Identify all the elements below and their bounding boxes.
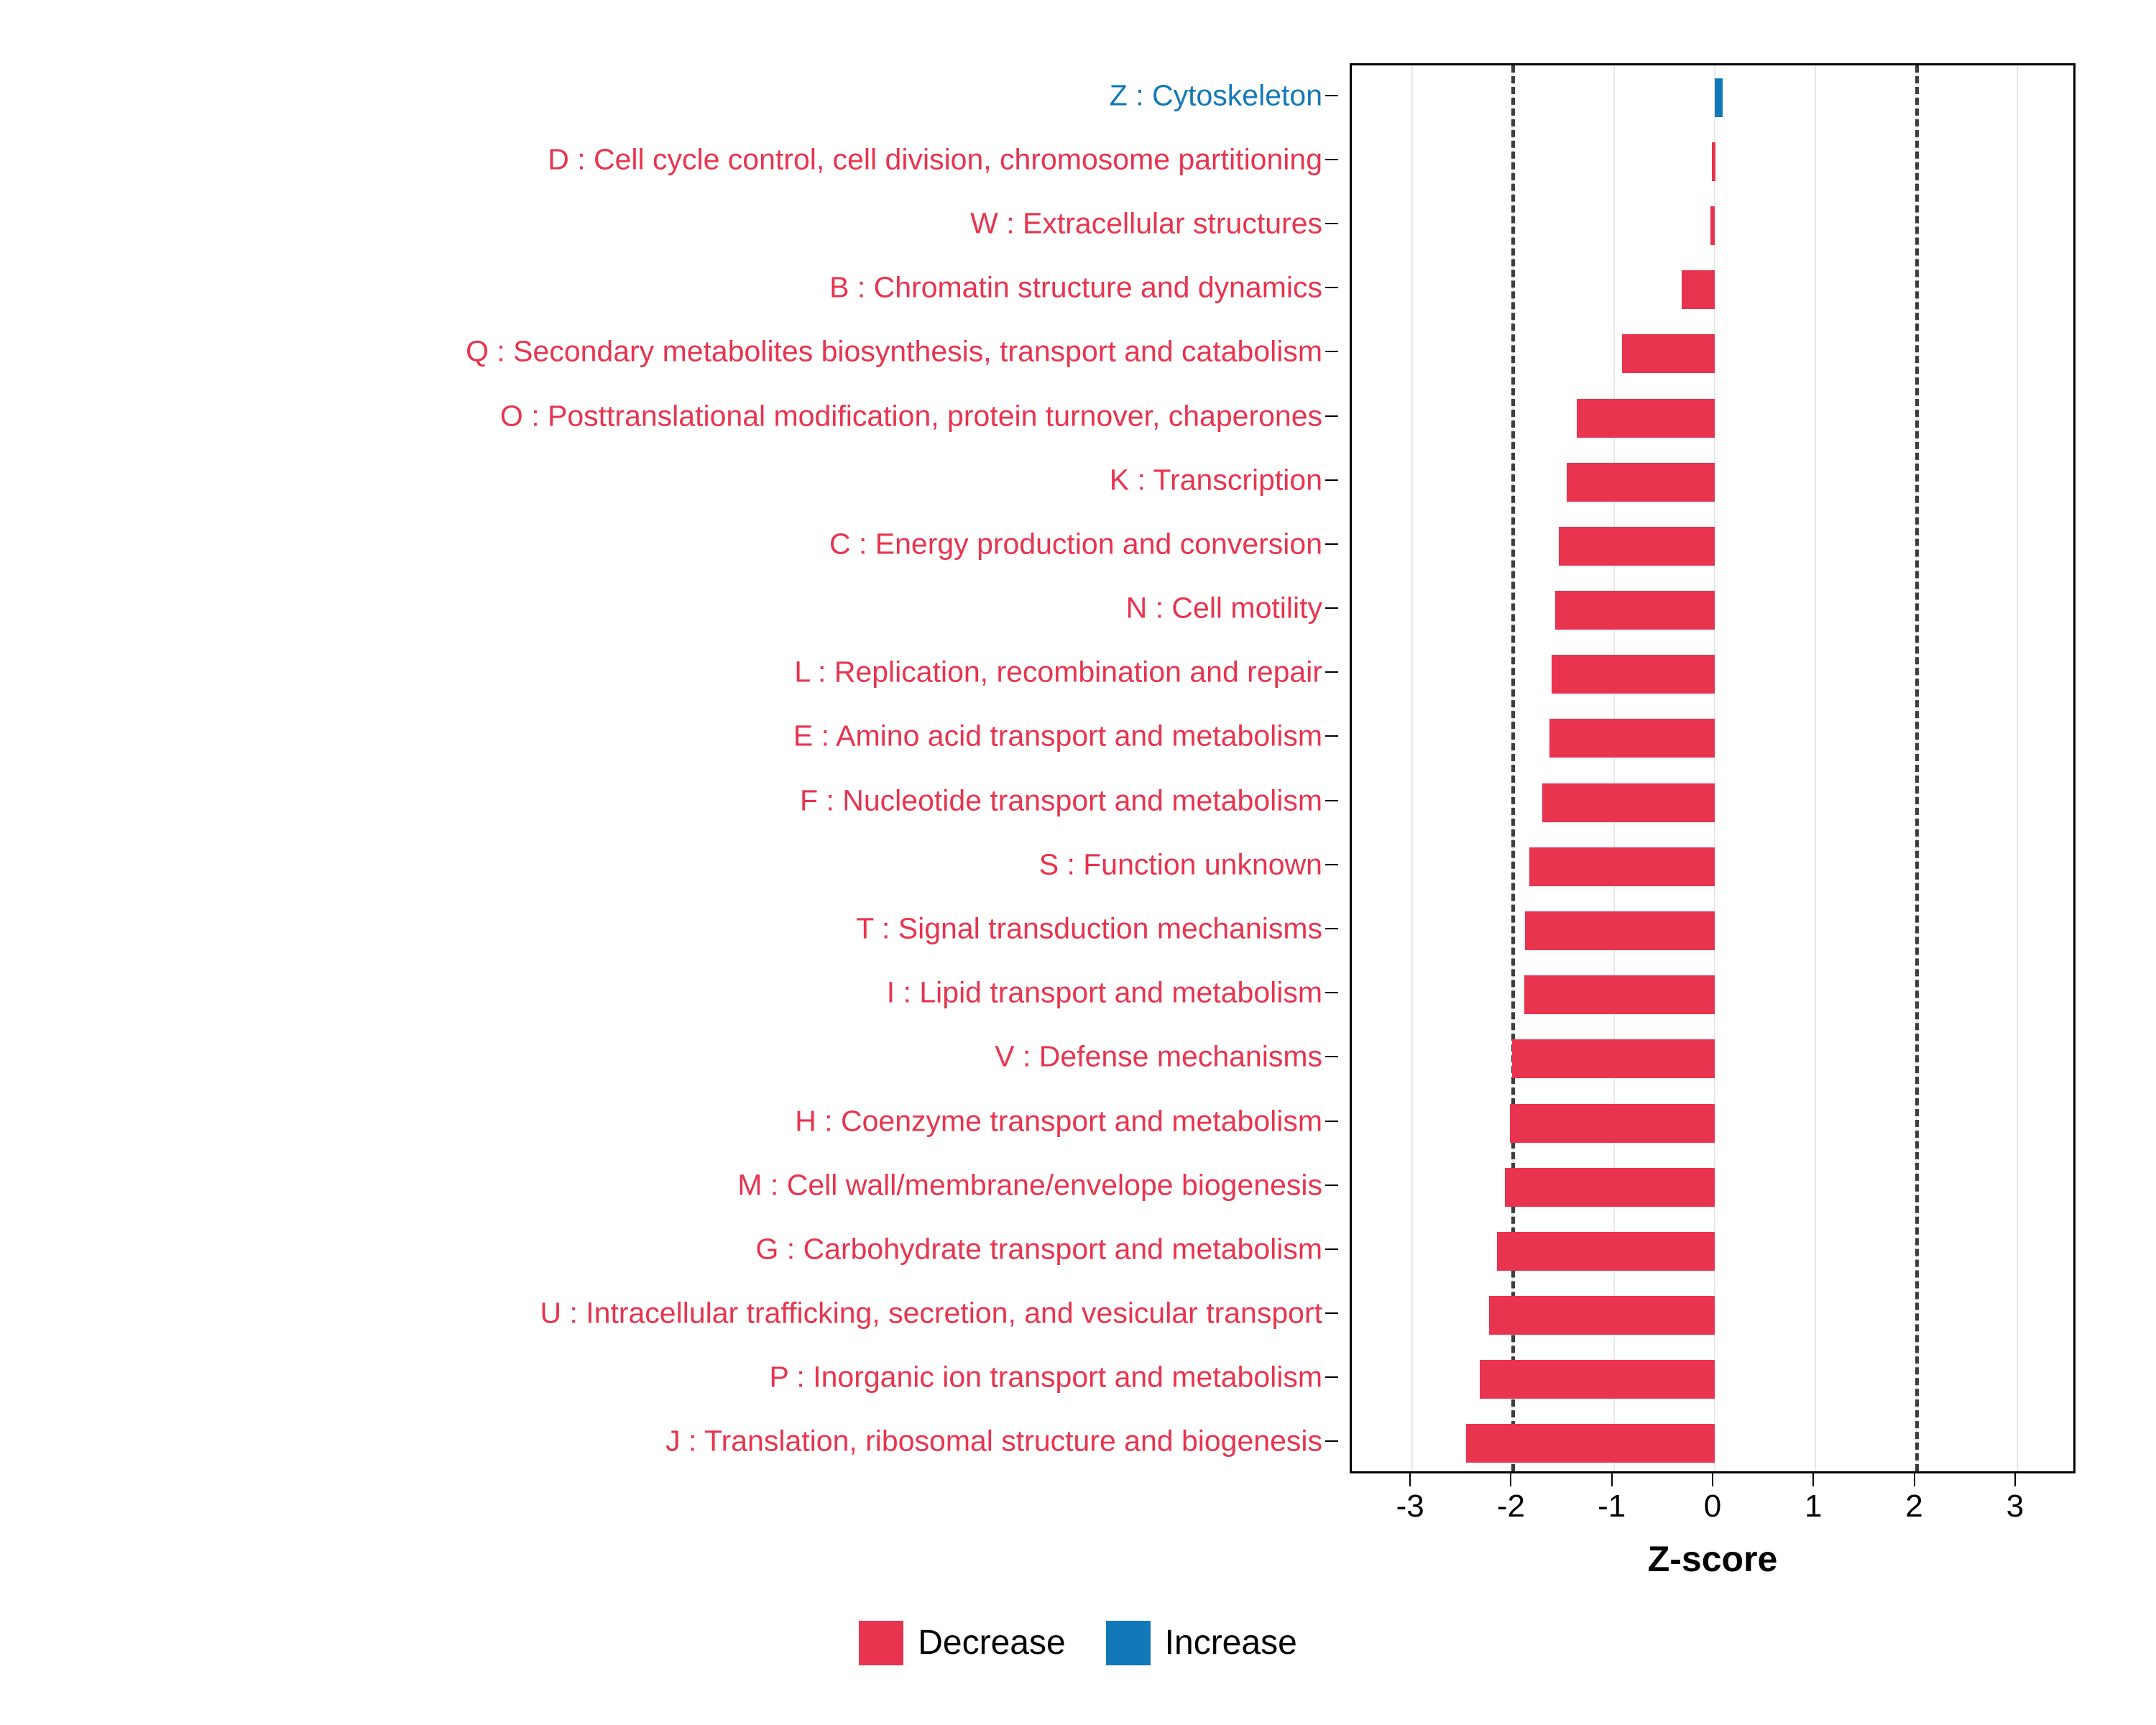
x-axis-tick bbox=[1510, 1473, 1511, 1486]
bar[interactable] bbox=[1555, 591, 1715, 630]
y-axis-label: N : Cell motility bbox=[1125, 591, 1322, 625]
y-axis-tick bbox=[1325, 1121, 1338, 1122]
y-axis-label: Q : Secondary metabolites biosynthesis, transport and catabolism bbox=[466, 334, 1322, 368]
gridline-x-6 bbox=[2017, 65, 2018, 1471]
plot-panel bbox=[1350, 63, 2076, 1473]
y-axis-tick bbox=[1325, 864, 1338, 865]
y-axis-label: M : Cell wall/membrane/envelope biogenesis bbox=[737, 1168, 1322, 1202]
bar[interactable] bbox=[1510, 1104, 1715, 1143]
bar[interactable] bbox=[1682, 270, 1715, 309]
legend-swatch-increase bbox=[1106, 1621, 1151, 1665]
y-axis-tick bbox=[1325, 735, 1338, 737]
y-axis-tick bbox=[1325, 1440, 1338, 1442]
y-axis-tick bbox=[1325, 1248, 1338, 1250]
y-axis-tick bbox=[1325, 479, 1338, 481]
y-axis-label: S : Function unknown bbox=[1038, 847, 1322, 881]
bar[interactable] bbox=[1567, 463, 1715, 502]
bar[interactable] bbox=[1466, 1424, 1715, 1463]
reference-line-pos2 bbox=[1915, 65, 1919, 1471]
y-axis-label: Z : Cytoskeleton bbox=[1109, 78, 1322, 112]
y-axis-tick bbox=[1325, 223, 1338, 224]
x-axis-tick bbox=[2014, 1473, 2016, 1486]
bar[interactable] bbox=[1525, 911, 1715, 950]
y-axis-label: E : Amino acid transport and metabolism bbox=[793, 719, 1322, 753]
y-axis-label: W : Extracellular structures bbox=[970, 206, 1322, 240]
bar[interactable] bbox=[1712, 142, 1715, 181]
y-axis-label: C : Energy production and conversion bbox=[829, 527, 1322, 561]
x-axis-tick bbox=[1712, 1473, 1713, 1486]
y-axis-label: U : Intracellular trafficking, secretion, and vesicular transport bbox=[540, 1296, 1322, 1330]
y-axis-label: P : Inorganic ion transport and metabolism bbox=[769, 1360, 1322, 1394]
bar[interactable] bbox=[1710, 206, 1715, 245]
bar[interactable] bbox=[1549, 719, 1715, 758]
bar[interactable] bbox=[1577, 399, 1715, 438]
y-axis-tick bbox=[1325, 1312, 1338, 1314]
y-axis-tick bbox=[1325, 1056, 1338, 1057]
bar[interactable] bbox=[1480, 1360, 1715, 1399]
x-axis-tick-label: 2 bbox=[1905, 1489, 1923, 1524]
bar[interactable] bbox=[1552, 655, 1715, 694]
bar[interactable] bbox=[1622, 334, 1715, 373]
bar[interactable] bbox=[1524, 975, 1715, 1014]
legend-label-increase: Increase bbox=[1164, 1624, 1297, 1662]
x-axis-tick-label: 0 bbox=[1703, 1489, 1722, 1524]
y-axis-tick bbox=[1325, 159, 1338, 160]
y-axis-tick bbox=[1325, 800, 1338, 801]
y-axis-label: L : Replication, recombination and repair bbox=[794, 655, 1322, 689]
x-axis-title: Z-score bbox=[1647, 1539, 1778, 1579]
bar[interactable] bbox=[1559, 527, 1715, 566]
y-axis-tick bbox=[1325, 607, 1338, 609]
x-axis-tick bbox=[1611, 1473, 1613, 1486]
y-axis-tick bbox=[1325, 95, 1338, 96]
y-axis-tick bbox=[1325, 287, 1338, 288]
y-axis-label: V : Defense mechanisms bbox=[995, 1039, 1322, 1073]
x-axis-tick-label: -3 bbox=[1396, 1489, 1424, 1524]
bar[interactable] bbox=[1489, 1296, 1715, 1335]
y-axis-label: T : Signal transduction mechanisms bbox=[856, 911, 1322, 945]
bar[interactable] bbox=[1715, 78, 1723, 117]
bar[interactable] bbox=[1542, 783, 1715, 822]
x-axis-tick bbox=[1812, 1473, 1814, 1486]
bar[interactable] bbox=[1529, 847, 1715, 886]
bar[interactable] bbox=[1505, 1168, 1715, 1207]
x-axis-tick-label: -1 bbox=[1598, 1489, 1626, 1524]
legend-item-decrease[interactable] bbox=[859, 1621, 1065, 1665]
bar[interactable] bbox=[1512, 1039, 1715, 1078]
legend-swatch-decrease bbox=[859, 1621, 903, 1665]
gridline-x-4 bbox=[1815, 65, 1816, 1471]
y-axis-tick bbox=[1325, 1376, 1338, 1378]
y-axis-tick bbox=[1325, 543, 1338, 545]
y-axis-label: F : Nucleotide transport and metabolism bbox=[800, 783, 1322, 817]
y-axis-label: J : Translation, ribosomal structure and biogenesis bbox=[665, 1424, 1322, 1458]
y-axis-label: O : Posttranslational modification, protein turnover, chaperones bbox=[499, 399, 1322, 432]
gridline-x-0 bbox=[1411, 65, 1413, 1471]
y-axis-tick bbox=[1325, 992, 1338, 993]
x-axis-tick bbox=[1914, 1473, 1915, 1486]
legend bbox=[0, 1621, 2156, 1665]
y-axis-tick bbox=[1325, 671, 1338, 673]
y-axis-tick bbox=[1325, 928, 1338, 929]
y-axis-label: G : Carbohydrate transport and metabolism bbox=[755, 1232, 1322, 1266]
y-axis-label: I : Lipid transport and metabolism bbox=[886, 975, 1322, 1009]
y-axis-labels bbox=[0, 63, 1350, 1473]
legend-label-decrease: Decrease bbox=[918, 1624, 1066, 1662]
y-axis-label: B : Chromatin structure and dynamics bbox=[829, 270, 1322, 304]
x-axis-tick-label: -2 bbox=[1496, 1489, 1525, 1524]
y-axis-label: D : Cell cycle control, cell division, chromosome partitioning bbox=[548, 142, 1322, 176]
bar[interactable] bbox=[1497, 1232, 1715, 1271]
legend-item-increase[interactable] bbox=[1106, 1621, 1297, 1665]
x-axis-tick-label: 3 bbox=[2006, 1489, 2024, 1524]
y-axis-tick bbox=[1325, 351, 1338, 352]
x-axis-tick-label: 1 bbox=[1805, 1489, 1823, 1524]
x-axis-tick bbox=[1409, 1473, 1411, 1486]
y-axis-label: H : Coenzyme transport and metabolism bbox=[795, 1104, 1322, 1137]
y-axis-label: K : Transcription bbox=[1109, 463, 1322, 497]
y-axis-tick bbox=[1325, 1184, 1338, 1186]
y-axis-tick bbox=[1325, 415, 1338, 417]
